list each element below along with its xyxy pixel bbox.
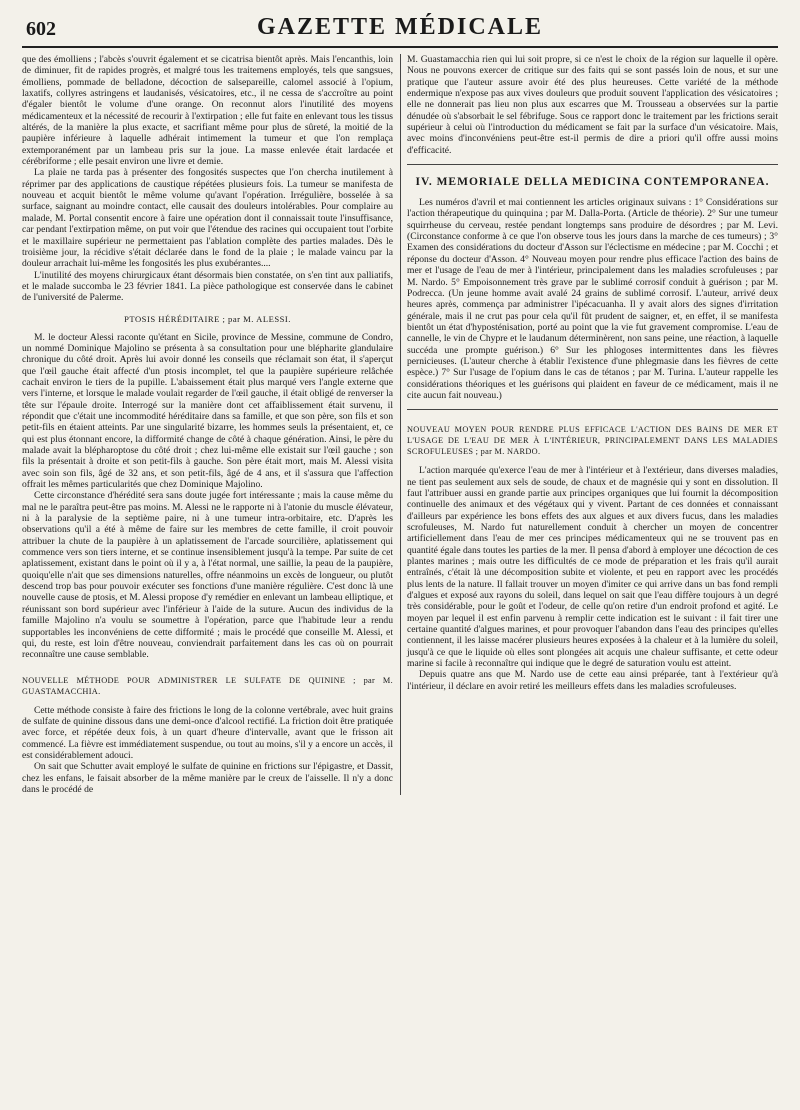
text-columns: [22, 54, 778, 795]
page-header: [22, 14, 778, 48]
section-title-nardo: NOUVEAU MOYEN POUR RENDRE PLUS EFFICACE L'ACTION DES BAINS DE MER ET L'USAGE DE L'EAU DE MER À L'INTÉRIEUR, PRINCIPALEMENT DANS LES MALADIES SCROFULEUSES ; par M. NARDO.: [407, 425, 778, 457]
paragraph: On sait que Schutter avait employé le sulfate de quinine en frictions sur l'épigastre, et Dassit, chez les enfans, le faisait absorber de la même manière par le creux de l'aisselle. Il n'y a donc dans le procédé de: [22, 761, 393, 795]
paragraph: Depuis quatre ans que M. Nardo use de cette eau ainsi préparée, tant à l'extérieur qu'à l'intérieur, il déclare en avoir retiré les meilleurs effets dans les maladies scrofuleuses.: [407, 669, 778, 692]
paragraph: L'inutilité des moyens chirurgicaux étant désormais bien constatée, on s'en tint aux palliatifs, et le malade succomba le 23 février 1841. La pièce pathologique est conservée dans le cabinet de l'université de Palerme.: [22, 269, 393, 304]
paragraph: Cette circonstance d'hérédité sera sans doute jugée fort intéressante ; mais la cause même du mal ne le paraîtra peut-être pas moins. M. Alessi ne le rapporte ni à l'atonie du muscle élévateur, ni à la paralysie de la septième paire, ni à une tumeur intra-orbitaire, etc. D'après les observations qu'il a été à même de faire sur les membres de cette famille, il croit pouvoir attribuer la chute de la paupière à un aplatissement de l'arcade sourcilière, aplatissement qui commence vers son tiers interne, et se continue insensiblement jusqu'à la tempe. Par suite de cet aplatissement, existant dans le point où il y a, à l'état normal, une saillie, la peau de la paupière, quoiqu'elle n'ait que ses dimensions naturelles, offre néanmoins un excès de longueur, ou plutôt descend trop bas pour pouvoir exécuter ses fonctions d'une manière régulière. C'est donc là une nouvelle cause de ptosis, et M. Alessi propose d'y remédier en enlevant un lambeau elliptique, et réunissant son bord supérieur avec l'inférieur à l'aide de la suture. Aucun des individus de la famille Majolino n'a voulu se soumettre à l'opération, parce que l'habitude leur a rendu supportables les inconvéniens de cette difformité ; mais le procédé que conseille M. Alessi, et qui, du reste, est loin d'être nouveau, conviendrait parfaitement dans les cas où on pourrait reconnaître une cause semblable.: [22, 490, 393, 661]
paragraph: Cette méthode consiste à faire des frictions le long de la colonne vertébrale, avec huit grains de sulfate de quinine dissous dans une demi-once d'alcool rectifié. La friction doit être pratiquée avec force, et répétée deux fois, à un quart d'heure d'intervalle, avant que le frisson ait commencé. La fièvre est immédiatement suspendue, ou tout au moins, s'il y a encore un accès, il est considérablement adouci.: [22, 704, 393, 761]
section-divider: [407, 164, 778, 165]
journal-title: GAZETTE MÉDICALE: [256, 14, 544, 40]
page-number: 602: [26, 18, 56, 40]
section-title-memoriale: IV. MEMORIALE DELLA MEDICINA CONTEMPORANEA.: [415, 176, 770, 189]
section-title-quinine: NOUVELLE MÉTHODE POUR ADMINISTRER LE SULFATE DE QUININE ; par M. GUASTAMACCHIA.: [22, 675, 393, 696]
left-column: [22, 54, 393, 795]
paragraph: La plaie ne tarda pas à présenter des fongosités suspectes que l'on chercha inutilement à réprimer par des applications de caustique répétées plusieurs fois. La tumeur se manifesta de nouveau et acquit bientôt le même volume qu'avant l'opération. Irrégulière, bosselée à sa surface, saignant au moindre contact, elle causait des douleurs intolérables. Pour complaire au malade, M. Portal consentit encore à faire une opération dont il connaissait toute l'insuffisance, car pendant l'extirpation même, on put voir que l'étendue des racines qui occupaient tout l'orbite et le maxillaire supérieur ne permettaient pas l'ablation complète des parties malades. Dès le troisième jour, la récidive s'était déclarée dans le fond de la plaie ; le malade vaincu par la douleur arrachait lui-même les fongosités les plus exubérantes....: [22, 167, 393, 270]
paragraph: que des émolliens ; l'abcès s'ouvrit également et se cicatrisa bientôt après. Mais l'encanthis, loin de diminuer, fit de rapides progrès, et malgré tous les traitemens employés, tels que sangsues, émolliens, pommade de belladone, décoction de salsepareille, calomel associé à l'opium, laxatifs, collyres astringens et laudanisés, vésicatoires, etc., il ne cessa de s'accroître au point d'égaler bientôt le volume d'une orange. On reconnut alors l'inutilité des moyens médicamenteux et la nécessité de recourir à l'extirpation ; elle fut faite en enlevant tous les tissus altérés, de la manière la plus exacte, et sacrifiant même pour plus de sûreté, la moitié de la paupière inférieure à laquelle adhérait intimement la tumeur et que l'on remplaça extemporanément par un lambeau pris sur la joue. La masse enlevée était lardacée et cérébriforme ; elle pesait environ une livre et demie.: [22, 54, 393, 168]
column-divider: [400, 54, 401, 795]
paragraph: M. le docteur Alessi raconte qu'étant en Sicile, province de Messine, commune de Condro, un nommé Dominique Majolino se présenta à sa consultation pour une blépharite glandulaire chronique du côté droit. Après lui avoir donné les conseils que réclamait son état, il s'aperçut que l'œil gauche était affecté d'un ptosis incomplet, tel que la paupière supérieure relâchée cachait environ le tiers de la pupille. L'abaissement était plus marqué vers l'angle externe que vers l'interne, et lorsque le malade voulait regarder de l'œil gauche, il était obligé de renverser la tête sur l'épaule droite. Interrogé sur la manière dont cet affaiblissement était survenu, il répondit que c'était une incommodité héréditaire dans sa famille, et que son père, son fils et son petit-fils en étaient atteints. Par une singularité bizarre, les hommes seuls la présentaient, et, ce qui est plus étonnant encore, la difformité change de côté à chaque génération. Ainsi, le père du malade avait la blépharoptose du côté droit ; chez lui-même elle existait sur l'œil gauche ; son fils la présentait à droite et son petit-fils à gauche. Son père était mort, mais M. Alessi visita avec soin son fils, âgé de 32 ans, et son petit-fils, âgé de 4 ans, et il s'assura que l'affection offrait les mêmes particularités que chez Dominique Majolino.: [22, 331, 393, 491]
paragraph: Les numéros d'avril et mai contiennent les articles originaux suivans : 1° Considérations sur l'action thérapeutique du quinquina ; par M. Dalla-Porta. (Article de théorie). 2° Sur une tumeur squirrheuse du cerveau, restée pendant longtemps sans produire de désordres ; par M. Levi. (Circonstance conforme à ce que l'on observe tous les jours dans la marche de ces tumeurs) ; 3° Examen des considérations du docteur d'Asson sur l'éclectisme en médecine ; par M. Cocchi ; et réponse du docteur d'Asson. 4° Nouveau moyen pour rendre plus efficace l'action des bains de mer et l'usage de l'eau de mer à l'intérieur, principalement dans les maladies scrofuleuses ; par M. Nardo. 5° Empoisonnement très grave par le sublimé corrosif conduit à guérison ; par M. Podrecca. (Un jeune homme avait avalé 24 grains de sublimé corrosif. L'auteur, arrivé deux heures après, commença par administrer l'ipécacuanha. Il y avait alors des signes d'irritation générale, mais il ne crut pas pour cela qu'il fût prudent de saigner, et, en effet, il se manifesta bientôt un état d'hyposténisation, porté au point que la vie fut gravement compromise. L'eau de cannelle, le vin de Chypre et le laudanum déterminèrent, non sans peine, une réaction, à laquelle succéda une prompte guérison.) 6° Sur les phlogoses intermittentes dans les fièvres pernicieuses. (L'auteur cherche à établir l'existence d'une phlegmasie dans les fièvres de cette espèce.) 7° Sur l'usage de l'opium dans le cas de tétanos ; par M. Turina. L'auteur rappelle les considérations théoriques et les guérisons qui plaident en faveur de ce médicament, mais il ne cite aucun fait nouveau.): [407, 197, 778, 401]
section-divider: [407, 409, 778, 410]
right-column: [407, 54, 778, 795]
section-title-ptosis: PTOSIS HÉRÉDITAIRE ; par M. ALESSI.: [124, 313, 291, 324]
paragraph: L'action marquée qu'exerce l'eau de mer à l'intérieur et à l'extérieur, dans diverses maladies, ne tient pas seulement aux sels de soude, de chaux et de magnésie qui y sont en dissolution. Il faut l'attribuer aussi en grande partie aux principes organiques que lui fournit la décomposition continuelle des animaux et des végétaux qui y vivent. Partant de ces données et connaissant d'ailleurs par expérience les bons effets des aux algues et aux divers fucus, dans les maladies scrofuleuses, M. Nardo fut naturellement conduit à chercher un moyen de concentrer artificiellement dans l'eau de mer ces principes médicamenteux qui ne se trouvent pas en quantité égale dans toutes les parties de la mer. Il pensa d'abord à employer une décoction de ces plantes marines ; mais outre les difficultés de ce mode de préparation et les frais qu'il aurait entraînés, c'était là une décomposition subite et violente, et peu en rapport avec les procédés plus lents de la nature. Il fallait trouver un moyen d'imiter ce qui arrive dans un bas fond rempli d'algues et exposé aux rayons du soleil, dans lequel on sait que l'eau diffère toujours à un degré très considérable, pour le goût et l'odeur, de celle qu'on retire d'un endroit profond et agité. Le moyen par lequel il est enfin parvenu à remplir cette indication est le suivant : il fait tirer une certaine quantité d'algues marines, et pour provoquer l'abandon dans l'eau des principes qu'elles contiennent, il les laisse macérer plusieurs heures exposées à la chaleur et à la lumière du soleil, jusqu'à ce que le liquide où elles sont plongées ait acquis une chaleur suffisante, et cette odeur marine si facile à reconnaître qui indique que le degré de saturation voulu est atteint.: [407, 465, 778, 670]
paragraph: M. Guastamacchia rien qui lui soit propre, si ce n'est le choix de la région sur laquelle il opère. Nous ne pouvons exercer de critique sur des faits qui se sont passés loin de nous, et sur une pratique que l'auteur assure avoir été des plus heureuses. Cette variété de la méthode endermique n'expose pas aux vives douleurs que produit souvent l'application des vésicatoires ; elle ne donnerait pas lieu non plus aux escarres que M. Trousseau a observées sur la partie dénudée où s'absorbait le sel fébrifuge. Sous ce rapport donc le traitement par les frictions serait supérieur à celui où l'introduction du médicament se fait par la surface d'un vésicatoire. Mais, avec moins d'inconvéniens peut-être est-il permis de dire a priori qu'il offre aussi moins d'efficacité.: [407, 54, 778, 156]
